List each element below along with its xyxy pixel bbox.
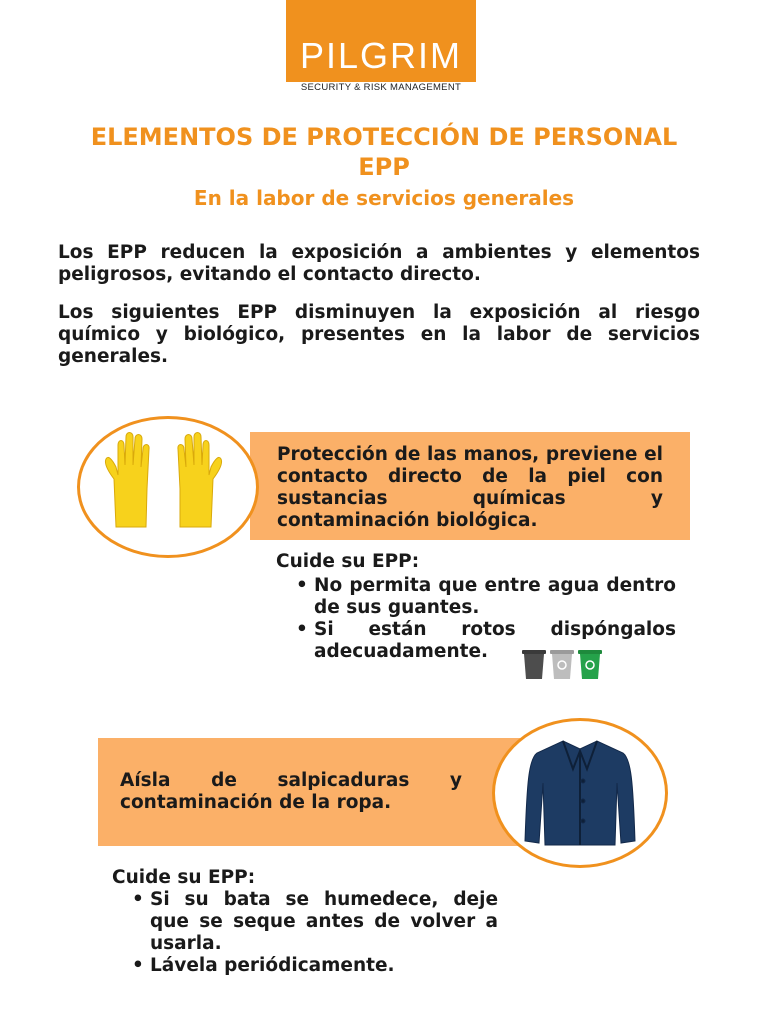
page-title	[40, 122, 728, 182]
list-item: • Lávela periódicamente.	[130, 955, 498, 977]
gloves-care-title: Cuide su EPP:	[276, 551, 420, 572]
logo-box	[286, 0, 476, 94]
gloves-description: Protección de las manos, previene el contacto directo de la piel con sustancias químicas y contaminación biológica.	[277, 444, 663, 531]
logo-tagline: SECURITY & RISK MANAGEMENT	[286, 82, 476, 94]
rubber-gloves-icon	[77, 416, 259, 558]
waste-bins-icon	[520, 646, 602, 680]
coat-care-list	[130, 889, 498, 977]
page-title-line1: ELEMENTOS DE PROTECCIÓN DE PERSONAL	[90, 123, 678, 151]
list-item: • No permita que entre agua dentro de sus guantes.	[294, 575, 676, 619]
gloves-care-list	[294, 575, 676, 663]
coat-care-title: Cuide su EPP:	[112, 867, 256, 888]
intro-paragraph-2: Los siguientes EPP disminuyen la exposición al riesgo químico y biológico, presentes en la labor de servicios generales.	[58, 302, 700, 367]
list-item: • Si su bata se humedece, deje que se seque antes de volver a usarla.	[130, 889, 498, 955]
page-subtitle: En la labor de servicios generales	[193, 186, 575, 210]
logo-brand: PILGRIM	[299, 35, 463, 76]
list-item: • Si están rotos dispóngalos adecuadamente.	[294, 619, 676, 663]
page-title-line2: EPP	[358, 153, 410, 181]
coat-description: Aísla de salpicaduras y contaminación de la ropa.	[120, 770, 462, 813]
intro-paragraph-1: Los EPP reducen la exposición a ambientes y elementos peligrosos, evitando el contacto directo.	[58, 242, 700, 285]
lab-coat-icon	[492, 718, 668, 868]
